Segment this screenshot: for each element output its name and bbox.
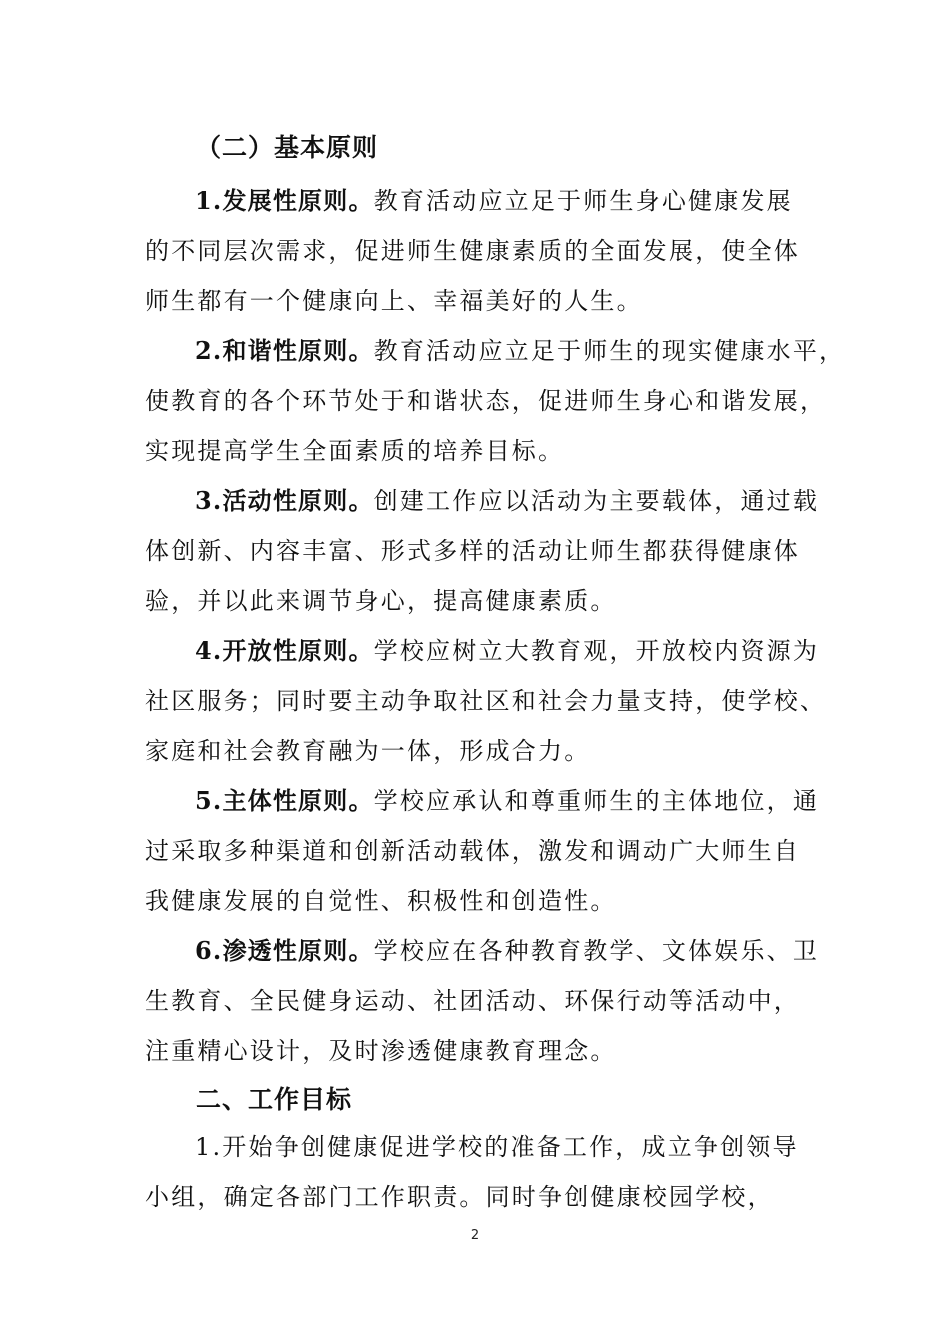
paragraph-line: 的不同层次需求，促进师生健康素质的全面发展，使全体	[145, 237, 800, 265]
paragraph-line: 使教育的各个环节处于和谐状态，促进师生身心和谐发展，	[145, 387, 827, 415]
paragraph-line	[145, 476, 825, 526]
paragraph-line: 社区服务；同时要主动争取社区和社会力量支持，使学校、	[145, 687, 827, 715]
principle-lead: 3.活动性原则。	[195, 486, 374, 515]
page-number: 2	[470, 1228, 480, 1243]
paragraph-line: 验，并以此来调节身心，提高健康素质。	[145, 587, 617, 615]
principle-1-paragraph	[145, 176, 825, 326]
principle-text: 学校应在各种教育教学、文体娱乐、卫	[373, 937, 820, 965]
paragraph-line: 我健康发展的自觉性、积极性和创造性。	[145, 887, 617, 915]
paragraph-line: 过采取多种渠道和创新活动载体，激发和调动广大师生自	[145, 837, 800, 865]
principle-lead: 4.开放性原则。	[195, 636, 374, 665]
paragraph-line: 实现提高学生全面素质的培养目标。	[145, 437, 565, 465]
principle-6-paragraph	[145, 926, 825, 1076]
paragraph-line	[145, 776, 825, 826]
paragraph-line	[145, 626, 825, 676]
subheading-basic-principles: （二）基本原则	[196, 133, 379, 162]
principle-2-paragraph	[145, 326, 846, 476]
principle-lead: 6.渗透性原则。	[195, 936, 374, 965]
paragraph-line: 小组，确定各部门工作职责。同时争创健康校园学校，	[145, 1183, 774, 1211]
principle-text: 教育活动应立足于师生身心健康发展	[373, 187, 793, 215]
principle-lead: 1.发展性原则。	[195, 186, 374, 215]
principle-text: 学校应承认和尊重师生的主体地位，通	[373, 787, 820, 815]
principle-3-paragraph	[145, 476, 825, 626]
paragraph-line: 1.开始争创健康促进学校的准备工作，成立争创领导	[195, 1133, 799, 1161]
principle-text: 创建工作应以活动为主要载体，通过载	[373, 487, 820, 515]
paragraph-line	[145, 926, 825, 976]
paragraph-line: 家庭和社会教育融为一体，形成合力。	[145, 737, 591, 765]
paragraph-line: 师生都有一个健康向上、幸福美好的人生。	[145, 287, 643, 315]
paragraph-line: 生教育、全民健身运动、社团活动、环保行动等活动中，	[145, 987, 800, 1015]
principle-lead: 5.主体性原则。	[195, 786, 374, 815]
principle-lead: 2.和谐性原则。	[195, 336, 374, 365]
principle-text: 学校应树立大教育观，开放校内资源为	[373, 637, 820, 665]
paragraph-line	[145, 176, 825, 226]
paragraph-line: 体创新、内容丰富、形式多样的活动让师生都获得健康体	[145, 537, 800, 565]
principle-5-paragraph	[145, 776, 825, 926]
goal-1-paragraph	[145, 1122, 825, 1222]
paragraph-line: 注重精心设计，及时渗透健康教育理念。	[145, 1037, 617, 1065]
principle-text: 教育活动应立足于师生的现实健康水平，	[373, 337, 846, 365]
paragraph-line	[145, 326, 846, 376]
principle-4-paragraph	[145, 626, 825, 776]
section-heading-work-goals: 二、工作目标	[196, 1085, 353, 1114]
